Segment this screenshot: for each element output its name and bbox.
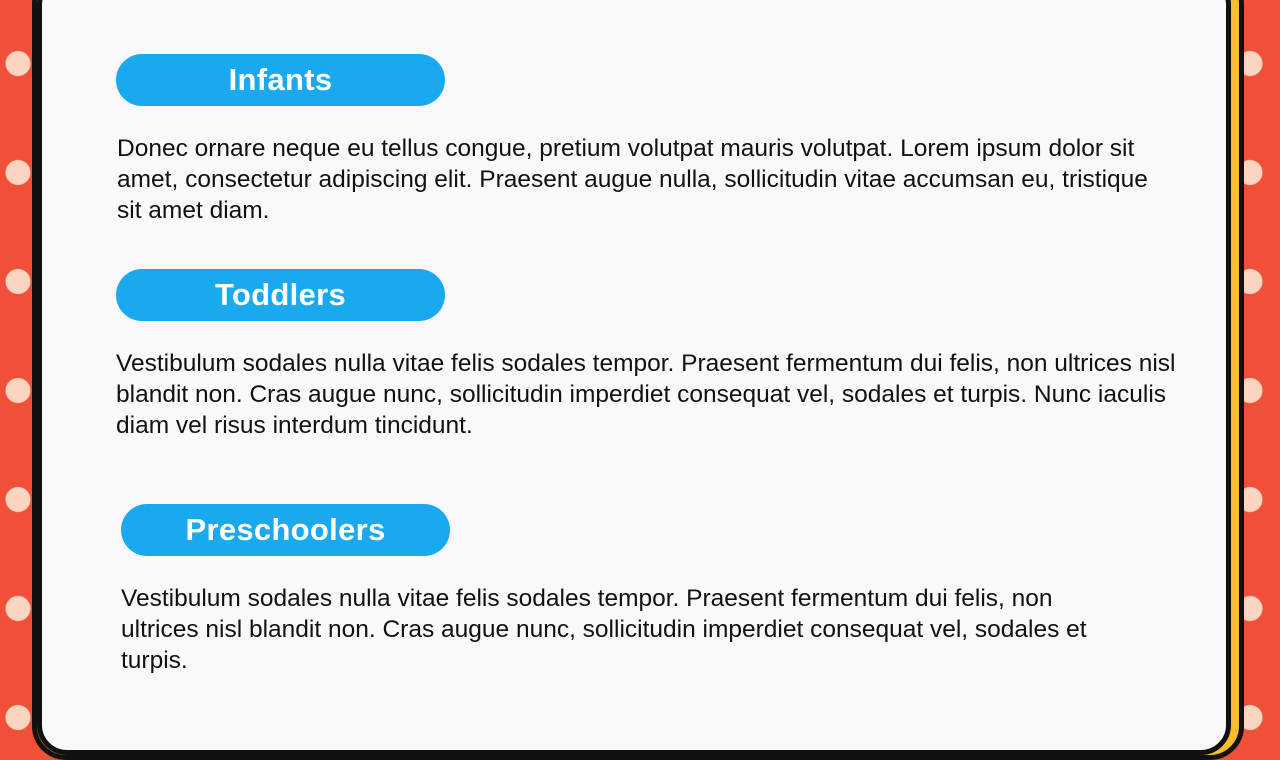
section-heading-toddlers: Toddlers xyxy=(116,269,445,321)
section-text-infants: Donec ornare neque eu tellus congue, pretium volutpat mauris volutpat. Lorem ipsum dolor sit amet, consectetur adipiscing elit. Praesent augue nulla, sollicitudin vitae accumsan eu, tristique sit amet diam. xyxy=(117,135,1148,224)
section-heading-preschoolers: Preschoolers xyxy=(121,504,450,556)
section-text-toddlers: Vestibulum sodales nulla vitae felis sodales tempor. Praesent fermentum dui felis, non ultrices nisl blandit non. Cras augue nunc, sollicitudin imperdiet consequat vel, sodales et turpis. Nunc iaculis diam vel risus interdum tincidunt. xyxy=(116,350,1176,439)
section-heading-infants: Infants xyxy=(116,54,445,106)
section-text-preschoolers: Vestibulum sodales nulla vitae felis sodales tempor. Praesent fermentum dui felis, non ultrices nisl blandit non. Cras augue nunc, sollicitudin imperdiet consequat vel, sodales et turpis. xyxy=(121,585,1087,674)
